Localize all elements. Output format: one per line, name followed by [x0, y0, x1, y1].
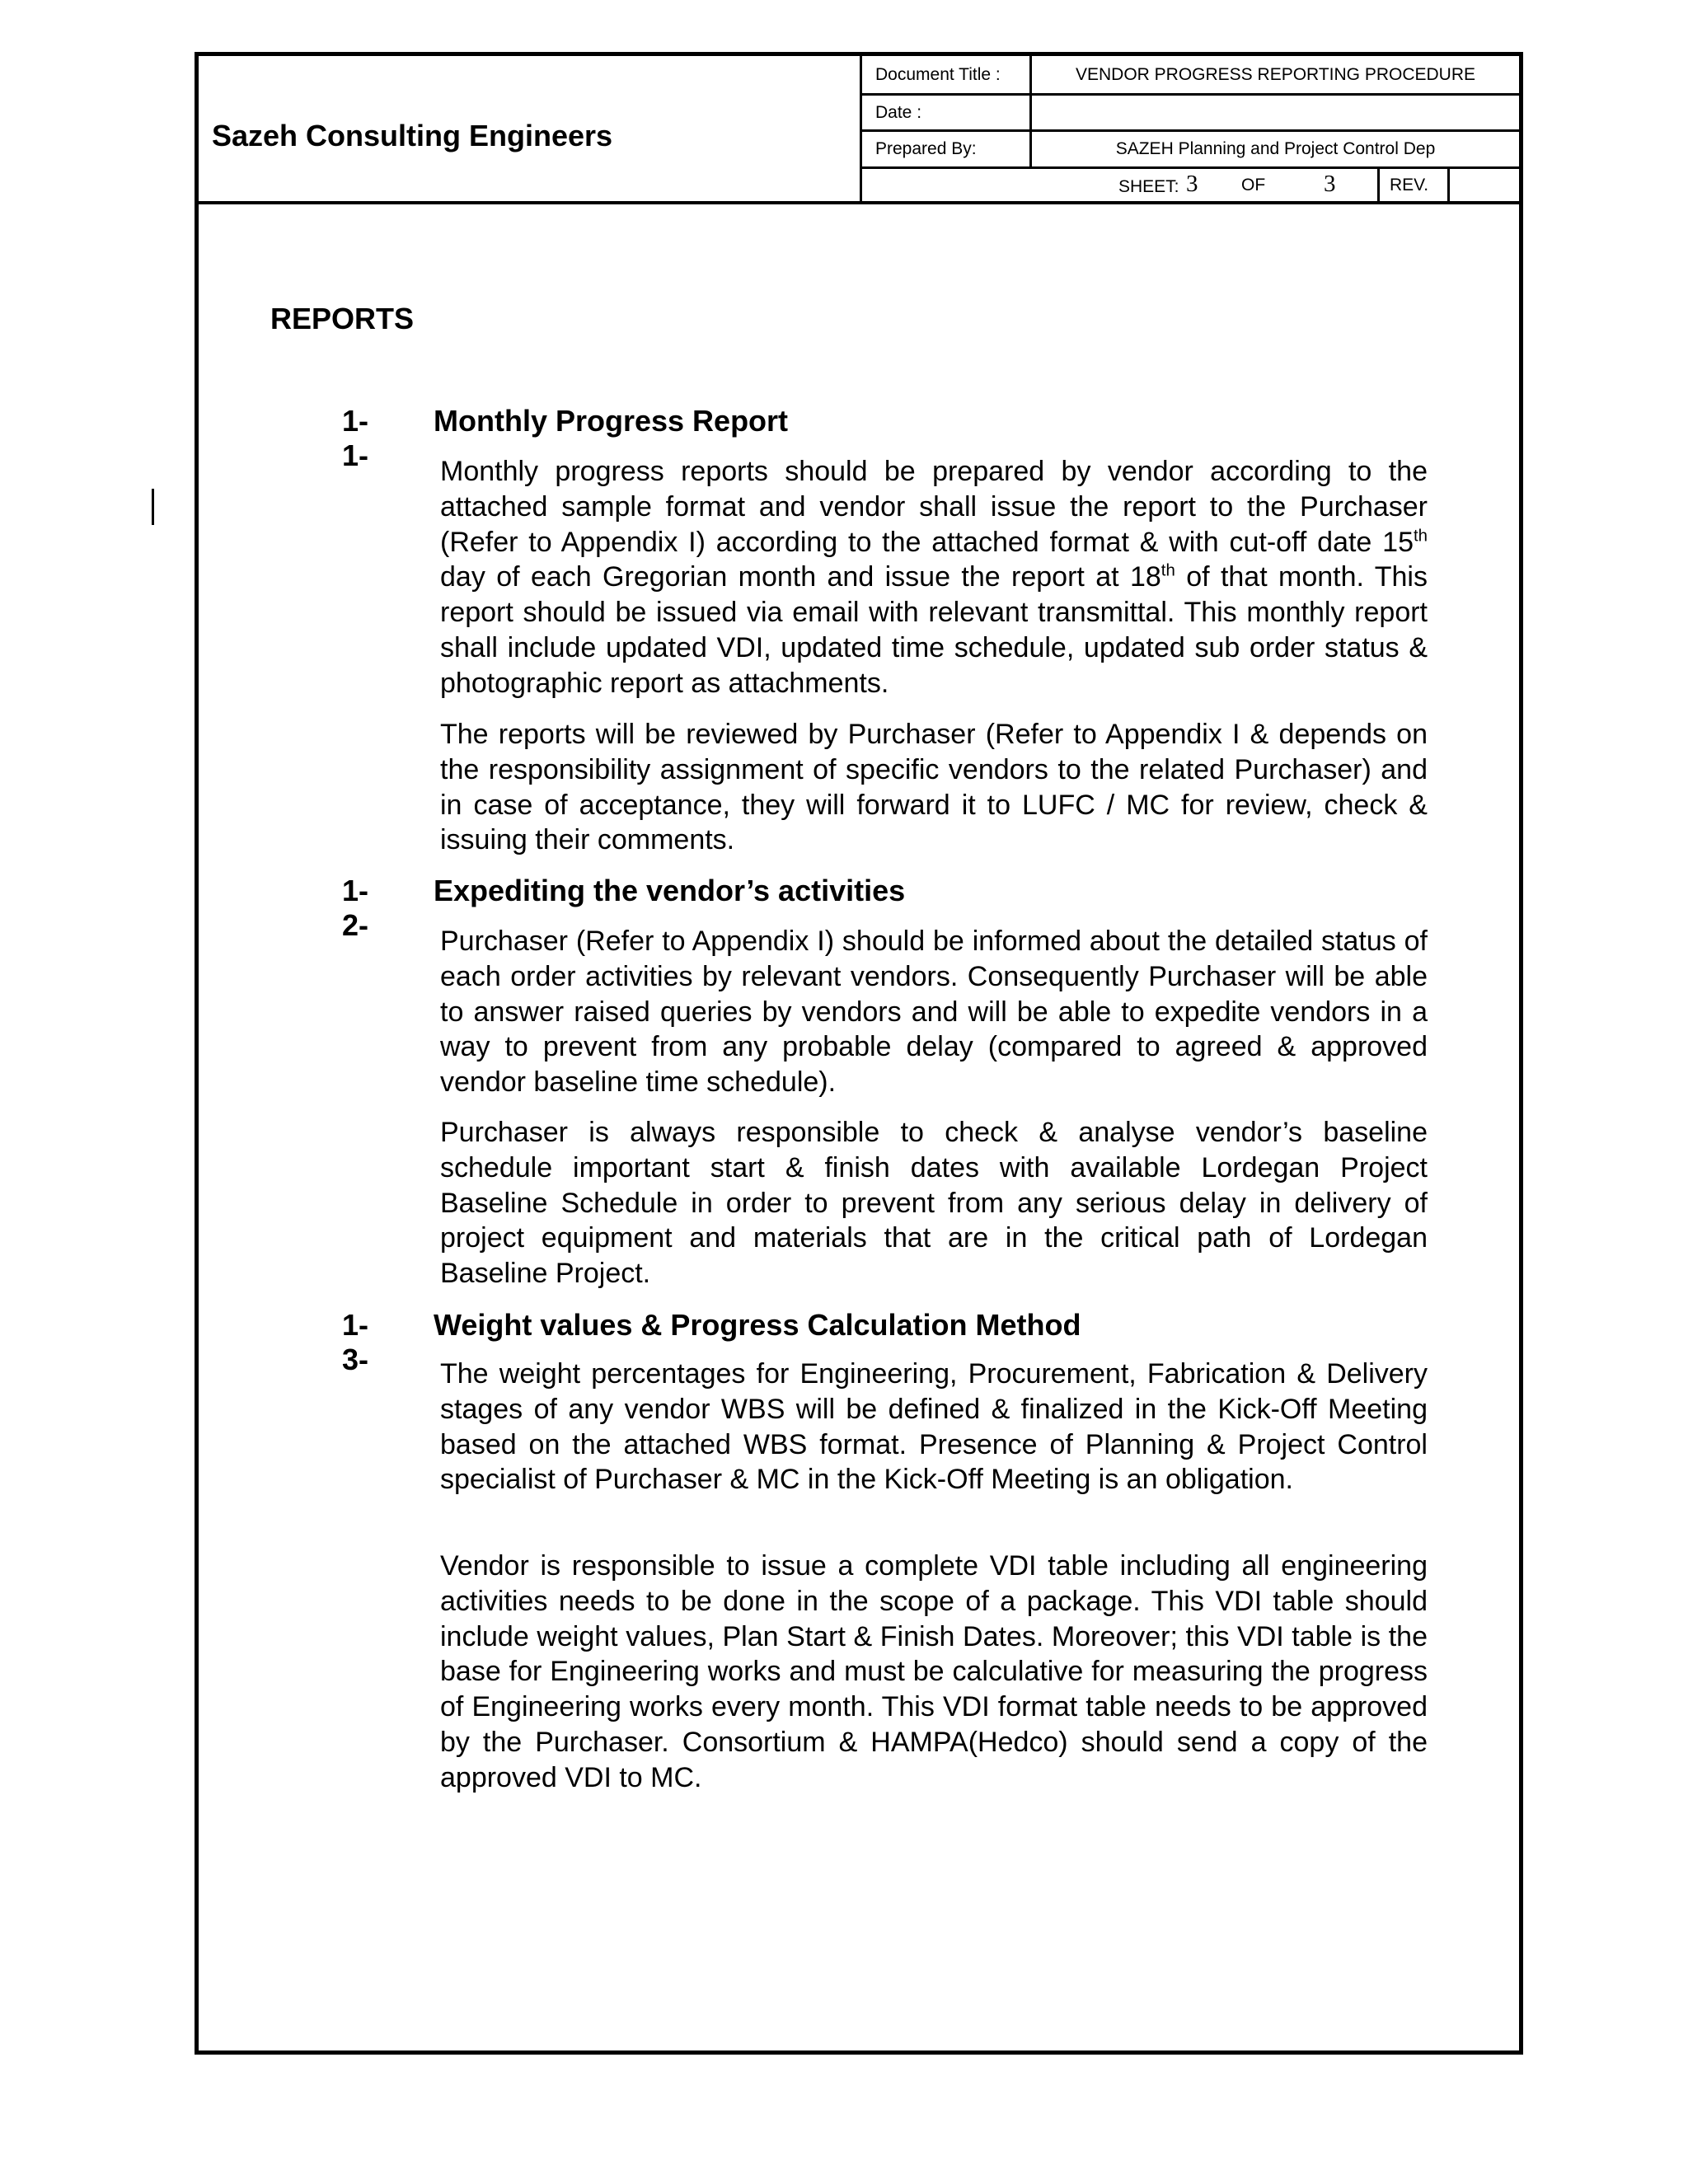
prepared-by-label: Prepared By:: [862, 132, 1032, 166]
subsection-2-number: 1-2-: [342, 874, 369, 942]
rev-label: REV.: [1390, 176, 1429, 194]
subsection-2-paragraph-2: Purchaser is always responsible to check & analyse vendor’s baseline schedule important start & finish dates with available Lordegan Project Baseline Schedule in order to prevent from any serious delay in delivery of project equipment and materials that are in the critical path of Lordegan Baseline Project.: [440, 1117, 1428, 1290]
date-label: Date :: [862, 96, 1032, 129]
subsection-1-title: Monthly Progress Report: [434, 404, 789, 438]
rev-value-divider: [1447, 169, 1450, 201]
subsection-1-paragraph-1: Monthly progress reports should be prepared by vendor according to the attached sample format and vendor shall issue the report to the Purchaser (Refer to Appendix I) according to the attached format & with cut-off date 15th day of each Gregorian month and issue the report at 18th of that month. This report should be issued via email with relevant transmittal. This monthly report shall include updated VDI, updated time schedule, updated sub order status & photographic report as attachments.: [440, 456, 1428, 699]
sheet-number: 3: [1186, 171, 1198, 197]
subsection-3-paragraph-1: The weight percentages for Engineering, Procurement, Fabrication & Delivery stages of any vendor WBS will be defined & finalized in the Kick-Off Meeting based on the attached WBS format. Presence of Planning & Project Control specialist of Purchaser & MC in the Kick-Off Meeting is an obligation.: [440, 1358, 1428, 1496]
doc-title-value: VENDOR PROGRESS REPORTING PROCEDURE: [1075, 64, 1476, 84]
of-label: OF: [1241, 176, 1266, 194]
section-title: REPORTS: [270, 302, 415, 335]
sheet-label: SHEET:: [1118, 177, 1179, 196]
sheet-total: 3: [1324, 171, 1336, 197]
subsection-3-number: 1-3-: [342, 1308, 369, 1376]
revision-change-bar: [152, 489, 154, 525]
date-value: [1032, 96, 1519, 129]
subsection-3-title: Weight values & Progress Calculation Method: [434, 1308, 1081, 1342]
subsection-2-title: Expediting the vendor’s activities: [434, 874, 906, 907]
company-name: Sazeh Consulting Engineers: [212, 119, 613, 152]
subsection-1-paragraph-2: The reports will be reviewed by Purchaser (Refer to Appendix I & depends on the responsibility assignment of specific vendors to the related Purchaser) and in case of acceptance, they will forward it to LUFC / MC for review, check & issuing their comments.: [440, 719, 1428, 856]
subsection-3-paragraph-2: Vendor is responsible to issue a complete VDI table including all engineering activities needs to be done in the scope of a package. This VDI table should include weight values, Plan Start & Finish Dates. Moreover; this VDI table is the base for Engineering works and must be calculative for measuring the progress of Engineering works every month. This VDI format table needs to be approved by the Purchaser. Consortium & HAMPA(Hedco) should send a copy of the approved VDI to MC.: [440, 1550, 1428, 1793]
rev-divider: [1377, 169, 1380, 201]
doc-title-row: [862, 56, 1519, 96]
sheet-row: [862, 169, 1519, 201]
doc-title-label: Document Title :: [862, 56, 1032, 93]
document-header: [199, 56, 1519, 204]
date-row: [862, 96, 1519, 132]
header-info-grid: [860, 56, 1519, 201]
prepared-by-row: [862, 132, 1519, 169]
subsection-2-paragraph-1: Purchaser (Refer to Appendix I) should be informed about the detailed status of each order activities by relevant vendors. Consequently Purchaser will be able to answer raised queries by vendors and will be able to expedite vendors in a way to prevent from any probable delay (compared to agreed & approved vendor baseline time schedule).: [440, 926, 1428, 1099]
subsection-1-number: 1-1-: [342, 404, 369, 472]
prepared-by-value: SAZEH Planning and Project Control Dep: [1115, 139, 1436, 158]
